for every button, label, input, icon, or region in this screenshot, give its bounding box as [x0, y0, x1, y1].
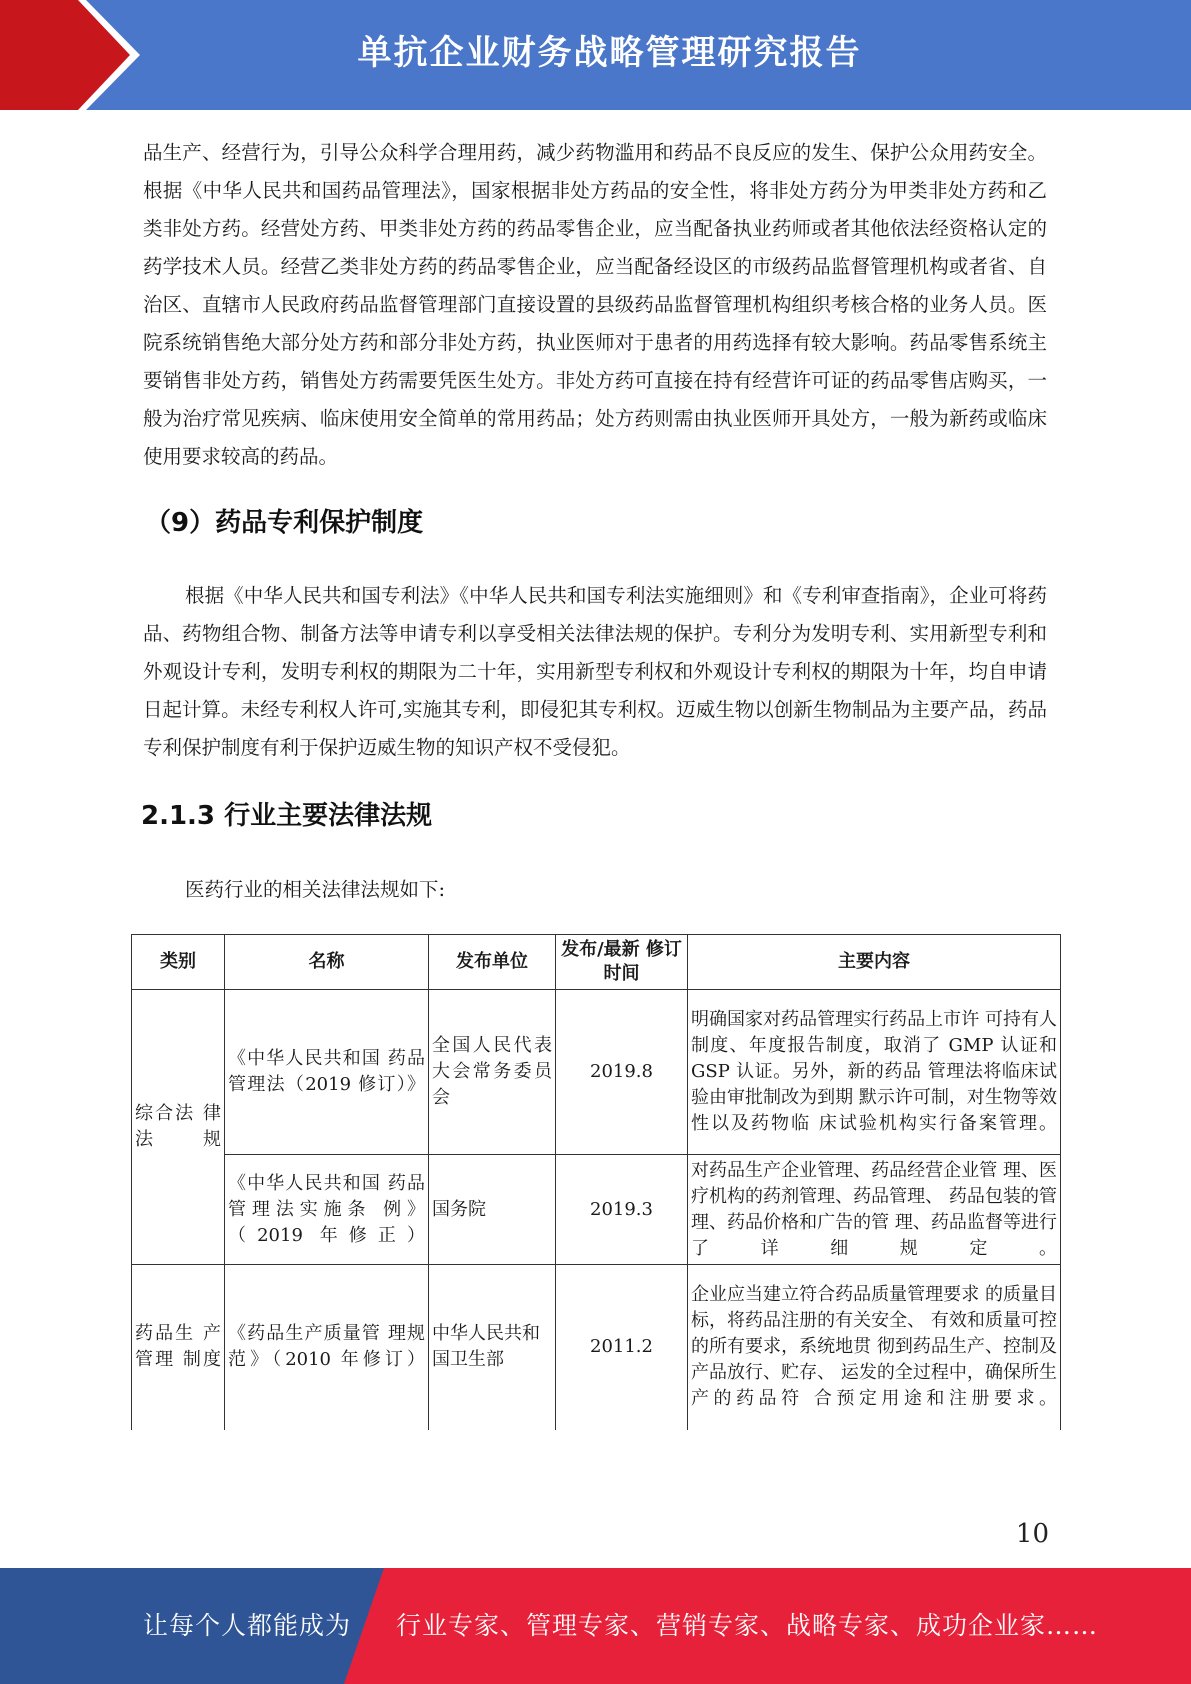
category-cell: 药品生 产管理 制度	[132, 1265, 225, 1430]
category-cell: 综合法 律法规	[132, 990, 225, 1265]
table-row	[132, 1155, 1061, 1265]
page-number: 10	[1015, 1519, 1049, 1549]
content-cell: 明确国家对药品管理实行药品上市许 可持有人制度、年度报告制度，取消了 GMP 认证和 GSP 认证。另外，新的药品 管理法将临床试验由审批制改为到期 默示许可制，对生物等效性以及药物临 床试验机构实行备案管理。	[688, 990, 1061, 1155]
issuer-cell: 中华人民共和国卫生部	[429, 1265, 556, 1430]
content-cell: 对药品生产企业管理、药品经营企业管 理、医疗机构的药剂管理、药品管理、 药品包装的管理、药品价格和广告的管 理、药品监督等进行了详细规定。	[688, 1155, 1061, 1265]
column-header-category: 类别	[132, 935, 225, 990]
paragraph-laws-intro: 医药行业的相关法律法规如下:	[185, 878, 446, 901]
column-header-content: 主要内容	[688, 935, 1061, 990]
section-heading-patent: （9）药品专利保护制度	[145, 508, 424, 538]
laws-table	[131, 934, 1061, 1430]
footer-slogan-right: 行业专家、管理专家、营销专家、战略专家、成功企业家……	[396, 1611, 1099, 1640]
table-row	[132, 1265, 1061, 1430]
paragraph-patent-protection: 根据《中华人民共和国专利法》《中华人民共和国专利法实施细则》和《专利审查指南》，企业可将药品、药物组合物、制备方法等申请专利以享受相关法律法规的保护。专利分为发明专利、实用新型专利和外观设计专利，发明专利权的期限为二十年，实用新型专利权和外观设计专利权的期限为十年，均自申请日起计算。未经专利权人许可,实施其专利，即侵犯其专利权。迈威生物以创新生物制品为主要产品，药品专利保护制度有利于保护迈威生物的知识产权不受侵犯。	[143, 584, 1047, 759]
section-heading-laws: 2.1.3 行业主要法律法规	[141, 801, 433, 831]
footer-slogan-left: 让每个人都能成为	[143, 1611, 352, 1640]
document-title: 单抗企业财务战略管理研究报告	[357, 33, 862, 73]
date-cell: 2019.3	[556, 1155, 688, 1265]
name-cell: 《药品生产质量管 理规范》（2010 年修订）	[225, 1265, 429, 1430]
column-header-date: 发布/最新 修订时间	[556, 935, 688, 990]
content-cell: 企业应当建立符合药品质量管理要求 的质量目标，将药品注册的有关安全、 有效和质量可控的所有要求，系统地贯 彻到药品生产、控制及产品放行、贮存、 运发的全过程中，确保所生产的药品符 合预定用途和注册要求。	[688, 1265, 1061, 1430]
column-header-name: 名称	[225, 935, 429, 990]
date-cell: 2011.2	[556, 1265, 688, 1430]
name-cell: 《中华人民共和国 药品管理法（2019 修订）》	[225, 990, 429, 1155]
page-header	[0, 0, 1191, 110]
table-row	[132, 990, 1061, 1155]
column-header-issuer: 发布单位	[429, 935, 556, 990]
date-cell: 2019.8	[556, 990, 688, 1155]
issuer-cell: 国务院	[429, 1155, 556, 1265]
table-header-row	[132, 935, 1061, 990]
issuer-cell: 全国人民代表大会常务委员会	[429, 990, 556, 1155]
page-footer	[0, 1568, 1191, 1684]
paragraph-otc-regulation: 品生产、经营行为，引导公众科学合理用药，减少药物滥用和药品不良反应的发生、保护公众用药安全。根据《中华人民共和国药品管理法》，国家根据非处方药品的安全性，将非处方药分为甲类非处方药和乙类非处方药。经营处方药、甲类非处方药的药品零售企业，应当配备执业药师或者其他依法经资格认定的药学技术人员。经营乙类非处方药的药品零售企业，应当配备经设区的市级药品监督管理机构或者省、自治区、直辖市人民政府药品监督管理部门直接设置的县级药品监督管理机构组织考核合格的业务人员。医院系统销售绝大部分处方药和部分非处方药，执业医师对于患者的用药选择有较大影响。药品零售系统主要销售非处方药，销售处方药需要凭医生处方。非处方药可直接在持有经营许可证的药品零售店购买，一般为治疗常见疾病、临床使用安全简单的常用药品；处方药则需由执业医师开具处方，一般为新药或临床使用要求较高的药品。	[143, 141, 1047, 468]
name-cell: 《中华人民共和国 药品管理法实施条 例》（2019 年修正）	[225, 1155, 429, 1265]
